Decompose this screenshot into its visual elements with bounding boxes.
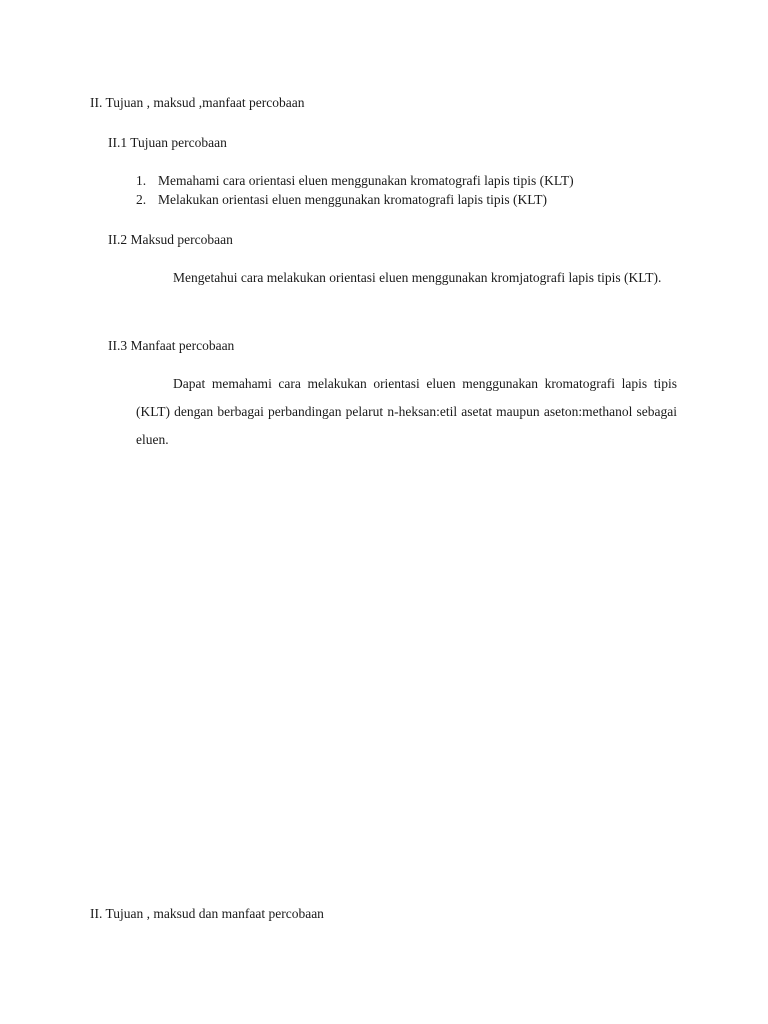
section-title: II. Tujuan , maksud ,manfaat percobaan — [90, 95, 305, 110]
subsection-heading-manfaat: II.3 Manfaat percobaan — [108, 338, 235, 353]
subsection-heading-maksud: II.2 Maksud percobaan — [108, 232, 233, 247]
manfaat-paragraph — [136, 370, 677, 454]
maksud-paragraph — [136, 264, 677, 292]
list-item-number: 2. — [136, 192, 147, 207]
manfaat-paragraph-text: Dapat memahami cara melakukan orientasi eluen menggunakan kromatografi lapis tipis (KLT) dengan berbagai perbandingan pelarut n-heksan:etil asetat maupun aseton:methanol sebagai eluen. — [136, 376, 677, 447]
footer-section-title: II. Tujuan , maksud dan manfaat percobaan — [90, 906, 324, 921]
list-item-text: Memahami cara orientasi eluen menggunakan kromatografi lapis tipis (KLT) — [158, 173, 574, 188]
subsection-heading-tujuan: II.1 Tujuan percobaan — [108, 135, 227, 150]
list-item-number: 1. — [136, 173, 147, 188]
list-item-text: Melakukan orientasi eluen menggunakan kromatografi lapis tipis (KLT) — [158, 192, 548, 207]
maksud-paragraph-text: Mengetahui cara melakukan orientasi eluen menggunakan kromjatografi lapis tipis (KLT). — [173, 270, 662, 285]
